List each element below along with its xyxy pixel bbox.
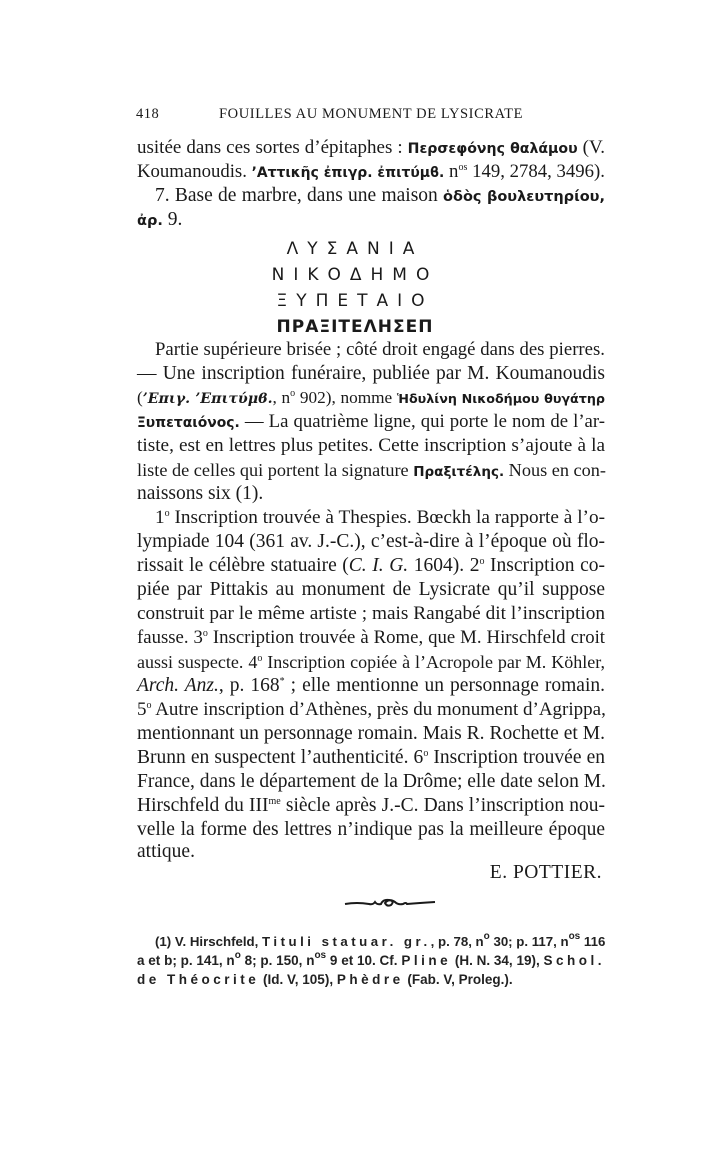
greek-text: ’Αττικῆς ἐπιγρ. ἐπιτύμϐ.: [251, 165, 445, 181]
text: liste de celles qui portent la signature: [137, 460, 414, 480]
text: Inscription copiée à l’Acropole par M. Köhler,: [262, 652, 605, 672]
spaced-text: Schol.: [543, 953, 606, 968]
superscript: o: [479, 556, 485, 567]
text: siècle après J.-C. Dans l’inscription nou-: [280, 795, 605, 816]
text: (1) V. Hirschfeld,: [155, 934, 263, 949]
text: velle la forme des lettres n’indique pas la meilleure époque: [137, 819, 605, 840]
inscription-line: [0, 262, 710, 288]
text-line: [155, 338, 605, 362]
text: fausse. 3: [137, 627, 203, 648]
page-number: 418: [136, 106, 160, 122]
text-line: [137, 746, 605, 770]
superscript: o: [257, 653, 263, 664]
text: 9 et 10. Cf.: [326, 953, 402, 968]
text: (Fab. V, Proleg.).: [403, 972, 513, 987]
superscript: o: [146, 700, 152, 711]
greek-text: Πραξιτέλης.: [413, 464, 505, 480]
text: — La quatrième ligne, qui porte le nom de l’ar-: [239, 411, 605, 432]
text-line: [137, 722, 605, 746]
superscript: o: [234, 950, 241, 961]
spaced-text: Tituli statuar. gr.: [262, 934, 431, 949]
text: 5: [137, 699, 147, 720]
superscript: me: [268, 796, 281, 807]
author-signature: E. POTTIER.: [489, 862, 602, 883]
text-line: [137, 386, 605, 410]
inscription-line: [0, 314, 710, 340]
text: naissons six (1).: [137, 483, 264, 504]
text-line: [137, 434, 605, 458]
text: a et b; p. 141, n: [137, 953, 235, 968]
text-line: [137, 840, 605, 864]
spaced-text: Pline: [401, 953, 452, 968]
footnote-line: [155, 932, 605, 951]
inscription-text: ΝΙΚΟΔΗΜΟ: [271, 265, 439, 285]
spaced-text: de Théocrite: [137, 972, 260, 987]
superscript: os: [568, 931, 581, 942]
superscript: os: [458, 162, 468, 173]
inscription-line: [0, 236, 710, 262]
text-line: [137, 362, 605, 386]
italic-text: Arch. Anz.: [137, 675, 219, 696]
text-line: [137, 136, 605, 160]
text: 1: [155, 507, 165, 528]
text-line: [137, 602, 605, 626]
text: , p. 168: [218, 675, 280, 696]
text: 1604). 2: [408, 555, 480, 576]
text-line: [137, 674, 605, 698]
text-line: [137, 578, 605, 602]
text: piée par Pittakis au monument de Lysicrate qu’il suppose: [137, 579, 605, 600]
text: 7. Base de marbre, dans une maison: [155, 185, 444, 206]
text: Inscription trouvée à Thespies. Bœckh la rapporte à l’o-: [169, 507, 605, 528]
text: construit par le même artiste ; mais Rangabé dit l’inscription: [137, 603, 605, 624]
text: 116: [580, 934, 606, 949]
text-line: [137, 626, 605, 650]
text: 149, 2784, 3496).: [467, 161, 605, 182]
italic-text: C. I. G.: [348, 555, 409, 576]
superscript: o: [483, 931, 490, 942]
greek-italic-text: ’Επιγ. ’Επιτύμϐ.: [142, 391, 273, 407]
text: 8; p. 150, n: [240, 953, 315, 968]
greek-text: ἀρ.: [137, 213, 163, 229]
text: (H. N. 34, 19),: [451, 953, 544, 968]
text-line: [137, 160, 605, 184]
text: Hirschfeld du III: [137, 795, 269, 816]
text: , n: [272, 388, 291, 407]
greek-text: Ξυπεταιόνος.: [137, 415, 240, 431]
text: Brunn en suspectent l’authenticité. 6: [137, 747, 424, 768]
text: rissait le célèbre statuaire (: [137, 555, 349, 576]
text: lympiade 104 (361 av. J.-C.), c’est-à-dire à l’époque où flo-: [137, 531, 605, 552]
text: (Id. V, 105),: [259, 972, 337, 987]
inscription-line: [0, 288, 710, 314]
superscript: o: [202, 628, 208, 639]
text: ; elle mentionne un personnage romain.: [284, 675, 605, 696]
text: Inscription co-: [484, 555, 605, 576]
greek-text: Περσεφόνης θαλάμου: [407, 141, 578, 157]
text: (: [137, 388, 143, 407]
text-line: [155, 506, 605, 530]
inscription-text: ΠΡΑΞΙΤΕΛΗΣΕΠ: [276, 317, 434, 337]
text: tiste, est en lettres plus petites. Cette inscription s’ajoute à la: [137, 435, 605, 456]
text: 902), nomme: [295, 388, 397, 407]
text-line: [137, 554, 605, 578]
text: Autre inscription d’Athènes, près du monument d’Agrippa,: [151, 699, 606, 720]
text: Nous en con-: [504, 460, 606, 480]
footnote-line: [137, 951, 605, 970]
text-line: [137, 818, 605, 842]
superscript: o: [164, 508, 170, 519]
inscription-text: ΛΥΣΑΝΙΑ: [286, 239, 424, 259]
text-line: [137, 458, 605, 482]
text: n: [444, 161, 459, 182]
text: Koumanoudis.: [137, 161, 252, 182]
running-title: FOUILLES AU MONUMENT DE LYSICRATE: [218, 106, 524, 122]
superscript: os: [314, 950, 327, 961]
footnote-line: [137, 970, 605, 989]
text-line: [137, 794, 605, 818]
text: mentionnant un personnage romain. Mais R. Rochette et M.: [137, 723, 605, 744]
text: 9.: [162, 209, 183, 230]
superscript: o: [290, 388, 296, 399]
text-line: [137, 482, 605, 506]
text: attique.: [137, 841, 195, 862]
text: aussi suspecte. 4: [137, 652, 258, 672]
text: usitée dans ces sortes d’épitaphes :: [137, 137, 408, 158]
text-line: [137, 410, 605, 434]
text: Inscription trouvée en: [428, 747, 605, 768]
text: — Une inscription funéraire, publiée par M. Koumanoudis: [137, 363, 605, 384]
text-line: [137, 530, 605, 554]
page-header: [136, 106, 606, 128]
text-line: [137, 650, 605, 674]
text: Inscription trouvée à Rome, que M. Hirschfeld croit: [207, 627, 606, 648]
greek-text: ὁδὸς βουλευτηρίου,: [443, 189, 605, 205]
inscription-text: ΞΥΠΕΤΑΙΟ: [276, 291, 434, 311]
spaced-text: Phèdre: [336, 972, 404, 987]
text: 30; p. 117, n: [489, 934, 569, 949]
text-line: [155, 184, 605, 208]
text-line: [137, 698, 605, 722]
text: France, dans le département de la Drôme; elle date selon M.: [137, 771, 606, 792]
text: Partie supérieure brisée ; côté droit engagé dans des pierres.: [155, 339, 605, 360]
superscript: o: [423, 748, 429, 759]
greek-text: Ἡδυλίνη Νικοδήμου θυγάτηρ: [396, 391, 605, 406]
text: (V.: [577, 137, 605, 158]
superscript: *: [279, 676, 285, 687]
text: , p. 78, n: [430, 934, 484, 949]
text-line: [137, 770, 605, 794]
text-line: [137, 208, 605, 232]
ornament-fleuron-icon: [343, 896, 437, 915]
